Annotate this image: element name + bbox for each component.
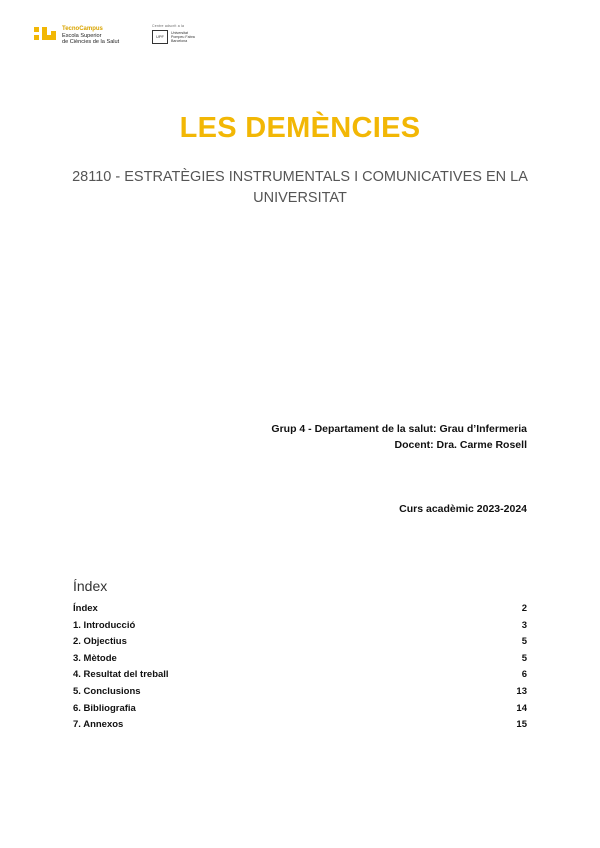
index-heading: Índex: [73, 578, 108, 594]
toc-entry[interactable]: [73, 684, 527, 701]
toc-entry-label: 6. Bibliografia: [73, 702, 136, 714]
toc-entry[interactable]: [73, 601, 527, 618]
tecnocampus-logo-text: [62, 26, 119, 46]
upf-mark-icon: UPF: [152, 30, 168, 44]
toc-entry-label: 1. Introducció: [73, 619, 136, 631]
logo-line-1: Escola Superior: [62, 32, 102, 39]
toc-entry[interactable]: [73, 701, 527, 718]
logo-line-2: de Ciències de la Salut: [62, 39, 120, 46]
upf-line-1: Universitat: [171, 30, 188, 35]
toc-entry[interactable]: [73, 667, 527, 684]
toc-entry[interactable]: [73, 651, 527, 668]
toc-entry-label: 2. Objectius: [73, 636, 127, 648]
toc-entry[interactable]: [73, 618, 527, 635]
toc-entry-label: 7. Annexos: [73, 719, 124, 731]
toc-entry[interactable]: [73, 717, 527, 734]
toc-entry-page: 5: [521, 636, 527, 648]
toc-entry[interactable]: [73, 634, 527, 651]
table-of-contents: [73, 601, 527, 734]
toc-entry-page: 14: [516, 702, 527, 714]
toc-entry-label: 5. Conclusions: [73, 685, 141, 697]
toc-entry-page: 15: [516, 719, 527, 731]
toc-entry-page: 6: [521, 669, 527, 681]
document-title: LES DEMÈNCIES: [179, 112, 421, 144]
upf-line-2: Pompeu Fabra: [171, 34, 195, 39]
tecnocampus-mark-icon: [34, 27, 56, 41]
group-info: [271, 421, 527, 453]
upf-logo: [152, 24, 195, 44]
toc-entry-label: 3. Mètode: [73, 652, 117, 664]
upf-logo-text: [171, 31, 195, 44]
upf-line-3: Barcelona: [171, 39, 188, 44]
document-subtitle: 28110 - ESTRATÈGIES INSTRUMENTALS I COMUNICATIVES EN LA UNIVERSITAT: [72, 169, 528, 206]
toc-entry-page: 3: [521, 619, 527, 631]
toc-entry-page: 2: [521, 603, 527, 614]
toc-entry-label: Índex: [73, 603, 98, 614]
logo-brand: TecnoCampus: [62, 26, 103, 32]
toc-entry-page: 13: [516, 685, 527, 697]
teacher-line: Docent: Dra. Carme Rosell: [394, 439, 527, 451]
upf-tiny-text: Centre adscrit a la: [152, 24, 185, 28]
toc-entry-page: 5: [521, 652, 527, 664]
group-line: Grup 4 - Departament de la salut: Grau d’Infermeria: [271, 423, 527, 435]
toc-entry-label: 4. Resultat del treball: [73, 669, 169, 681]
tecnocampus-logo: [34, 26, 119, 46]
academic-year: [399, 501, 527, 517]
year-line: Curs acadèmic 2023-2024: [399, 503, 527, 515]
